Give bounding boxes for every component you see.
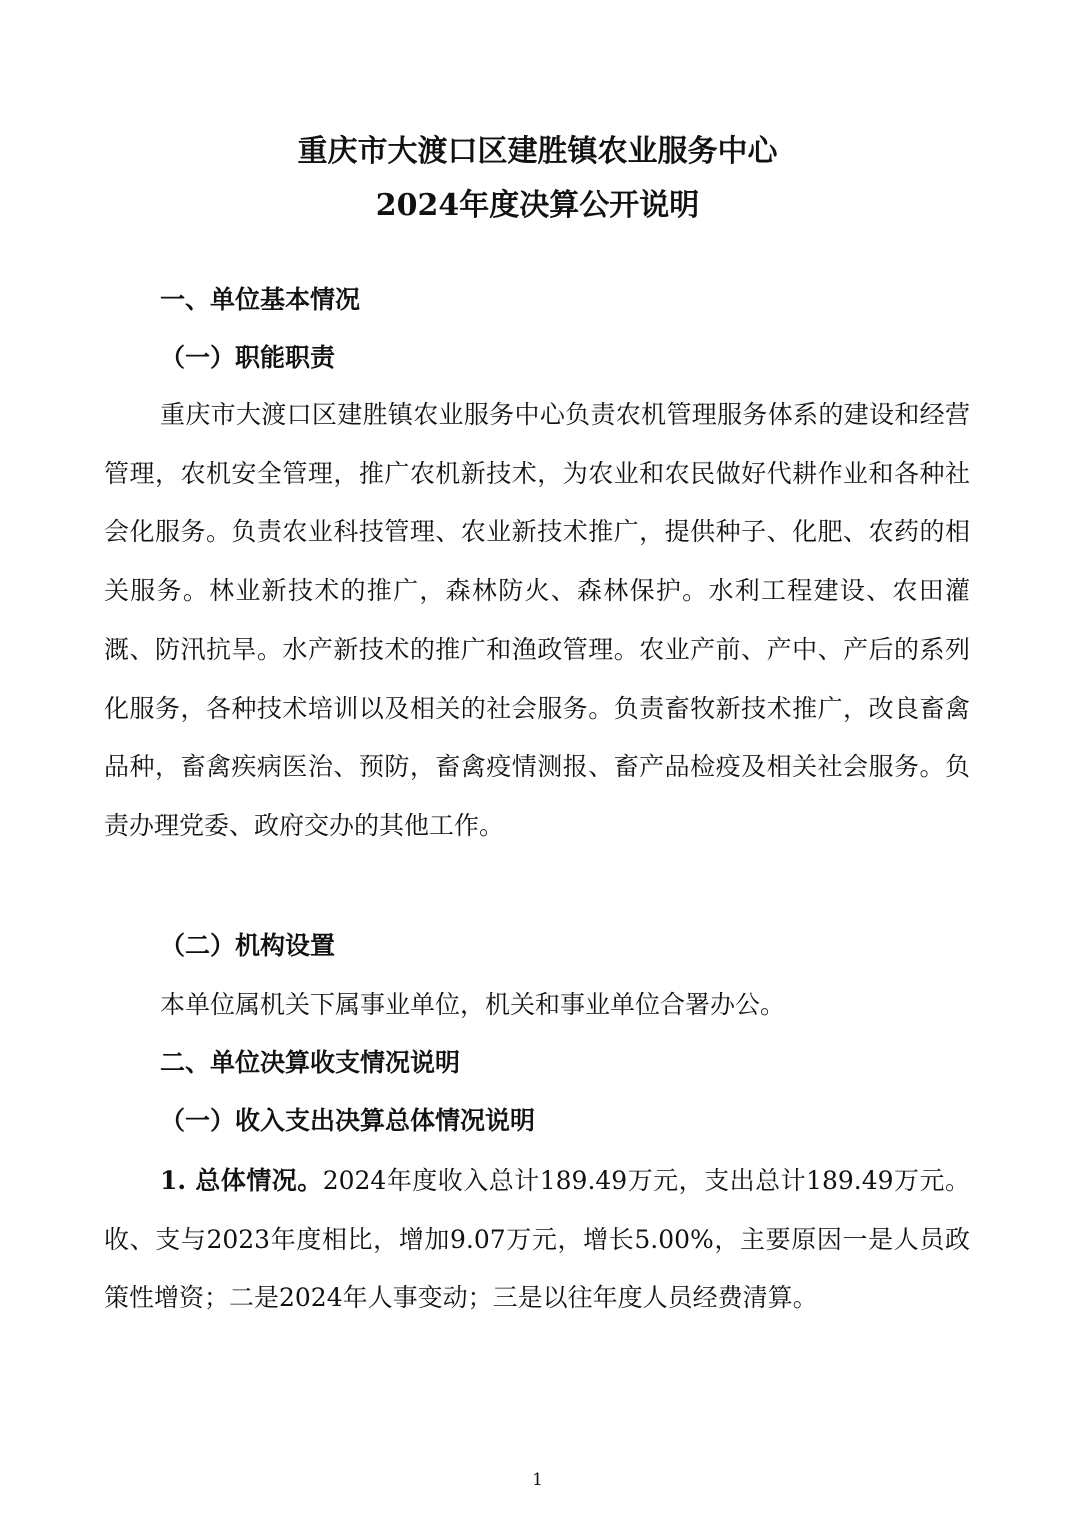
section2-sub1-lead: 1. 总体情况。 <box>160 1166 323 1195</box>
section2-heading: 二、单位决算收支情况说明 <box>160 1048 461 1077</box>
section2-sub1-heading: （一）收入支出决算总体情况说明 <box>160 1106 536 1135</box>
section2-sub1-paragraph <box>104 1152 970 1328</box>
section1-sub1-heading: （一）职能职责 <box>160 343 336 372</box>
document-title-line2: 2024年度决算公开说明 <box>375 188 700 223</box>
section1-sub1-body: 重庆市大渡口区建胜镇农业服务中心负责农机管理服务体系的建设和经营管理，农机安全管理，推广农机新技术，为农业和农民做好代耕作业和各种社会化服务。负责农业科技管理、农业新技术推广，提供种子、化肥、农药的相关服务。林业新技术的推广，森林防火、森林保护。水利工程建设、农田灌溉、防汛抗旱。水产新技术的推广和渔政管理。农业产前、产中、产后的系列化服务，各种技术培训以及相关的社会服务。负责畜牧新技术推广，改良畜禽品种，畜禽疾病医治、预防，畜禽疫情测报、畜产品检疫及相关社会服务。负责办理党委、政府交办的其他工作。 <box>104 400 970 840</box>
section1-heading: 一、单位基本情况 <box>160 285 361 314</box>
section1-sub2-heading: （二）机构设置 <box>160 931 336 960</box>
document-title-line1: 重庆市大渡口区建胜镇农业服务中心 <box>297 134 778 169</box>
section2-sub1-body: 2024年度收入总计189.49万元，支出总计189.49万元。收、支与2023年度相比，增加9.07万元，增长5.00%，主要原因一是人员政策性增资；二是2024年人事变动；三是以往年度人员经费清算。 <box>104 1166 971 1313</box>
page-number: 1 <box>532 1470 543 1490</box>
section1-sub2-body: 本单位属机关下属事业单位，机关和事业单位合署办公。 <box>160 990 786 1019</box>
